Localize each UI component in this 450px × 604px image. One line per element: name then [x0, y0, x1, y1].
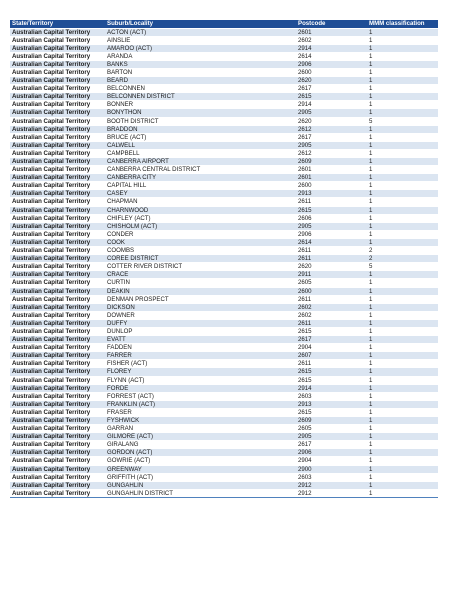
cell-state[interactable]: Australian Capital Territory	[10, 206, 105, 214]
cell-suburb[interactable]: GOWRIE (ACT)	[105, 457, 296, 465]
cell-postcode[interactable]: 2611	[296, 319, 367, 327]
cell-postcode[interactable]: 2620	[296, 117, 367, 125]
table-row[interactable]	[10, 109, 438, 117]
cell-suburb[interactable]: ACTON (ACT)	[105, 28, 296, 36]
cell-postcode[interactable]: 2617	[296, 133, 367, 141]
cell-postcode[interactable]: 2905	[296, 141, 367, 149]
cell-state[interactable]: Australian Capital Territory	[10, 368, 105, 376]
cell-mmm[interactable]: 1	[367, 166, 438, 174]
table-row[interactable]	[10, 263, 438, 271]
header-row	[10, 20, 438, 28]
cell-postcode[interactable]: 2906	[296, 449, 367, 457]
cell-mmm[interactable]: 1	[367, 392, 438, 400]
header-postcode[interactable]: Postcode	[296, 20, 367, 28]
cell-mmm[interactable]: 1	[367, 93, 438, 101]
cell-suburb[interactable]: CHISHOLM (ACT)	[105, 222, 296, 230]
cell-suburb[interactable]: BOOTH DISTRICT	[105, 117, 296, 125]
table-row[interactable]	[10, 166, 438, 174]
cell-mmm[interactable]: 1	[367, 295, 438, 303]
table-row[interactable]	[10, 457, 438, 465]
cell-mmm[interactable]: 1	[367, 473, 438, 481]
table-row[interactable]	[10, 417, 438, 425]
table-row[interactable]	[10, 44, 438, 52]
cell-state[interactable]: Australian Capital Territory	[10, 400, 105, 408]
cell-postcode[interactable]: 2615	[296, 93, 367, 101]
cell-mmm[interactable]: 1	[367, 44, 438, 52]
cell-suburb[interactable]: FARRER	[105, 352, 296, 360]
cell-state[interactable]: Australian Capital Territory	[10, 449, 105, 457]
cell-mmm[interactable]: 1	[367, 77, 438, 85]
table-row[interactable]	[10, 101, 438, 109]
cell-state[interactable]: Australian Capital Territory	[10, 44, 105, 52]
table-row[interactable]	[10, 465, 438, 473]
table-row[interactable]	[10, 303, 438, 311]
cell-state[interactable]: Australian Capital Territory	[10, 295, 105, 303]
cell-state[interactable]: Australian Capital Territory	[10, 384, 105, 392]
table-row[interactable]	[10, 311, 438, 319]
cell-suburb[interactable]: FORREST (ACT)	[105, 392, 296, 400]
cell-postcode[interactable]: 2603	[296, 473, 367, 481]
cell-postcode[interactable]: 2601	[296, 28, 367, 36]
cell-mmm[interactable]: 1	[367, 60, 438, 68]
table-row[interactable]	[10, 441, 438, 449]
locality-table-sheet	[10, 20, 438, 498]
cell-postcode[interactable]: 2605	[296, 425, 367, 433]
cell-mmm[interactable]: 1	[367, 360, 438, 368]
cell-mmm[interactable]: 1	[367, 376, 438, 384]
table-row[interactable]	[10, 52, 438, 60]
cell-mmm[interactable]: 1	[367, 433, 438, 441]
cell-postcode[interactable]: 2904	[296, 344, 367, 352]
cell-postcode[interactable]: 2611	[296, 255, 367, 263]
cell-state[interactable]: Australian Capital Territory	[10, 279, 105, 287]
table-row[interactable]	[10, 198, 438, 206]
cell-suburb[interactable]: GIRALANG	[105, 441, 296, 449]
cell-postcode[interactable]: 2600	[296, 287, 367, 295]
table-row[interactable]	[10, 222, 438, 230]
header-mmm-classification[interactable]: MMM classification	[367, 20, 438, 28]
cell-postcode[interactable]: 2906	[296, 60, 367, 68]
cell-postcode[interactable]: 2602	[296, 303, 367, 311]
cell-state[interactable]: Australian Capital Territory	[10, 182, 105, 190]
cell-mmm[interactable]: 1	[367, 101, 438, 109]
cell-state[interactable]: Australian Capital Territory	[10, 190, 105, 198]
table-row[interactable]	[10, 182, 438, 190]
cell-mmm[interactable]: 1	[367, 287, 438, 295]
cell-postcode[interactable]: 2611	[296, 198, 367, 206]
table-row[interactable]	[10, 28, 438, 36]
table-row[interactable]	[10, 473, 438, 481]
cell-state[interactable]: Australian Capital Territory	[10, 489, 105, 497]
cell-mmm[interactable]: 1	[367, 408, 438, 416]
cell-mmm[interactable]: 5	[367, 263, 438, 271]
table-row[interactable]	[10, 117, 438, 125]
cell-suburb[interactable]: DUFFY	[105, 319, 296, 327]
cell-state[interactable]: Australian Capital Territory	[10, 174, 105, 182]
cell-postcode[interactable]: 2609	[296, 158, 367, 166]
cell-mmm[interactable]: 1	[367, 311, 438, 319]
cell-suburb[interactable]: COTTER RIVER DISTRICT	[105, 263, 296, 271]
cell-postcode[interactable]: 2906	[296, 230, 367, 238]
cell-state[interactable]: Australian Capital Territory	[10, 198, 105, 206]
cell-suburb[interactable]: GREENWAY	[105, 465, 296, 473]
cell-postcode[interactable]: 2900	[296, 465, 367, 473]
cell-mmm[interactable]: 1	[367, 327, 438, 335]
cell-postcode[interactable]: 2612	[296, 125, 367, 133]
cell-postcode[interactable]: 2615	[296, 376, 367, 384]
table-row[interactable]	[10, 255, 438, 263]
cell-postcode[interactable]: 2602	[296, 311, 367, 319]
cell-state[interactable]: Australian Capital Territory	[10, 360, 105, 368]
cell-mmm[interactable]: 1	[367, 336, 438, 344]
cell-suburb[interactable]: GUNGAHLIN	[105, 481, 296, 489]
table-row[interactable]	[10, 279, 438, 287]
cell-postcode[interactable]: 2601	[296, 166, 367, 174]
table-row[interactable]	[10, 125, 438, 133]
cell-suburb[interactable]: FLOREY	[105, 368, 296, 376]
cell-mmm[interactable]: 1	[367, 158, 438, 166]
cell-mmm[interactable]: 1	[367, 449, 438, 457]
cell-suburb[interactable]: FRASER	[105, 408, 296, 416]
table-row[interactable]	[10, 327, 438, 335]
cell-state[interactable]: Australian Capital Territory	[10, 141, 105, 149]
cell-postcode[interactable]: 2612	[296, 149, 367, 157]
cell-state[interactable]: Australian Capital Territory	[10, 303, 105, 311]
cell-mmm[interactable]: 1	[367, 28, 438, 36]
cell-state[interactable]: Australian Capital Territory	[10, 425, 105, 433]
table-row[interactable]	[10, 336, 438, 344]
table-row[interactable]	[10, 77, 438, 85]
cell-suburb[interactable]: CURTIN	[105, 279, 296, 287]
cell-state[interactable]: Australian Capital Territory	[10, 77, 105, 85]
cell-mmm[interactable]: 1	[367, 457, 438, 465]
cell-suburb[interactable]: FLYNN (ACT)	[105, 376, 296, 384]
table-row[interactable]	[10, 433, 438, 441]
cell-suburb[interactable]: CRACE	[105, 271, 296, 279]
cell-mmm[interactable]: 1	[367, 279, 438, 287]
table-row[interactable]	[10, 174, 438, 182]
cell-state[interactable]: Australian Capital Territory	[10, 271, 105, 279]
cell-mmm[interactable]: 1	[367, 206, 438, 214]
cell-state[interactable]: Australian Capital Territory	[10, 263, 105, 271]
cell-mmm[interactable]: 2	[367, 255, 438, 263]
cell-state[interactable]: Australian Capital Territory	[10, 319, 105, 327]
table-row[interactable]	[10, 425, 438, 433]
table-row[interactable]	[10, 344, 438, 352]
cell-postcode[interactable]: 2609	[296, 417, 367, 425]
cell-state[interactable]: Australian Capital Territory	[10, 28, 105, 36]
cell-suburb[interactable]: COREE DISTRICT	[105, 255, 296, 263]
table-row[interactable]	[10, 449, 438, 457]
table-row[interactable]	[10, 400, 438, 408]
cell-state[interactable]: Australian Capital Territory	[10, 125, 105, 133]
cell-state[interactable]: Australian Capital Territory	[10, 214, 105, 222]
cell-mmm[interactable]: 1	[367, 109, 438, 117]
cell-postcode[interactable]: 2614	[296, 238, 367, 246]
cell-mmm[interactable]: 1	[367, 182, 438, 190]
cell-suburb[interactable]: FYSHWICK	[105, 417, 296, 425]
cell-postcode[interactable]: 2914	[296, 44, 367, 52]
cell-state[interactable]: Australian Capital Territory	[10, 392, 105, 400]
cell-suburb[interactable]: FADDEN	[105, 344, 296, 352]
table-row[interactable]	[10, 190, 438, 198]
cell-mmm[interactable]: 1	[367, 489, 438, 497]
header-state[interactable]: State/Territory	[10, 20, 105, 28]
header-suburb[interactable]: Suburb/Locality	[105, 20, 296, 28]
cell-suburb[interactable]: GARRAN	[105, 425, 296, 433]
cell-postcode[interactable]: 2602	[296, 36, 367, 44]
cell-suburb[interactable]: FISHER (ACT)	[105, 360, 296, 368]
table-row[interactable]	[10, 247, 438, 255]
cell-suburb[interactable]: DICKSON	[105, 303, 296, 311]
cell-mmm[interactable]: 1	[367, 271, 438, 279]
cell-suburb[interactable]: AMAROO (ACT)	[105, 44, 296, 52]
cell-state[interactable]: Australian Capital Territory	[10, 311, 105, 319]
cell-state[interactable]: Australian Capital Territory	[10, 117, 105, 125]
cell-state[interactable]: Australian Capital Territory	[10, 36, 105, 44]
table-row[interactable]	[10, 489, 438, 497]
cell-mmm[interactable]: 1	[367, 230, 438, 238]
cell-mmm[interactable]: 1	[367, 68, 438, 76]
table-row[interactable]	[10, 85, 438, 93]
cell-mmm[interactable]: 1	[367, 149, 438, 157]
cell-state[interactable]: Australian Capital Territory	[10, 68, 105, 76]
cell-suburb[interactable]: CASEY	[105, 190, 296, 198]
table-row[interactable]	[10, 360, 438, 368]
cell-state[interactable]: Australian Capital Territory	[10, 327, 105, 335]
cell-suburb[interactable]: DENMAN PROSPECT	[105, 295, 296, 303]
cell-postcode[interactable]: 2911	[296, 271, 367, 279]
cell-suburb[interactable]: CALWELL	[105, 141, 296, 149]
cell-suburb[interactable]: DOWNER	[105, 311, 296, 319]
cell-postcode[interactable]: 2614	[296, 52, 367, 60]
cell-postcode[interactable]: 2905	[296, 433, 367, 441]
cell-mmm[interactable]: 1	[367, 319, 438, 327]
cell-state[interactable]: Australian Capital Territory	[10, 417, 105, 425]
table-row[interactable]	[10, 295, 438, 303]
cell-mmm[interactable]: 1	[367, 400, 438, 408]
cell-postcode[interactable]: 2914	[296, 101, 367, 109]
cell-state[interactable]: Australian Capital Territory	[10, 287, 105, 295]
table-row[interactable]	[10, 238, 438, 246]
cell-postcode[interactable]: 2600	[296, 182, 367, 190]
cell-suburb[interactable]: BARTON	[105, 68, 296, 76]
table-row[interactable]	[10, 133, 438, 141]
cell-mmm[interactable]: 1	[367, 417, 438, 425]
table-row[interactable]	[10, 149, 438, 157]
table-row[interactable]	[10, 93, 438, 101]
cell-postcode[interactable]: 2617	[296, 441, 367, 449]
cell-state[interactable]: Australian Capital Territory	[10, 101, 105, 109]
cell-suburb[interactable]: ARANDA	[105, 52, 296, 60]
cell-state[interactable]: Australian Capital Territory	[10, 376, 105, 384]
cell-postcode[interactable]: 2606	[296, 214, 367, 222]
cell-mmm[interactable]: 1	[367, 125, 438, 133]
cell-state[interactable]: Australian Capital Territory	[10, 230, 105, 238]
cell-suburb[interactable]: COOK	[105, 238, 296, 246]
cell-postcode[interactable]: 2912	[296, 489, 367, 497]
cell-postcode[interactable]: 2620	[296, 263, 367, 271]
table-row[interactable]	[10, 141, 438, 149]
cell-suburb[interactable]: AINSLIE	[105, 36, 296, 44]
cell-state[interactable]: Australian Capital Territory	[10, 60, 105, 68]
cell-suburb[interactable]: FORDE	[105, 384, 296, 392]
cell-suburb[interactable]: EVATT	[105, 336, 296, 344]
cell-suburb[interactable]: CHIFLEY (ACT)	[105, 214, 296, 222]
cell-state[interactable]: Australian Capital Territory	[10, 85, 105, 93]
cell-postcode[interactable]: 2913	[296, 400, 367, 408]
cell-suburb[interactable]: BANKS	[105, 60, 296, 68]
cell-mmm[interactable]: 1	[367, 344, 438, 352]
cell-mmm[interactable]: 1	[367, 52, 438, 60]
table-row[interactable]	[10, 481, 438, 489]
cell-state[interactable]: Australian Capital Territory	[10, 166, 105, 174]
locality-table	[10, 20, 438, 498]
cell-suburb[interactable]: CONDER	[105, 230, 296, 238]
cell-mmm[interactable]: 1	[367, 481, 438, 489]
cell-state[interactable]: Australian Capital Territory	[10, 247, 105, 255]
cell-postcode[interactable]: 2905	[296, 222, 367, 230]
cell-state[interactable]: Australian Capital Territory	[10, 473, 105, 481]
table-row[interactable]	[10, 319, 438, 327]
cell-suburb[interactable]: BRUCE (ACT)	[105, 133, 296, 141]
cell-state[interactable]: Australian Capital Territory	[10, 433, 105, 441]
cell-suburb[interactable]: COOMBS	[105, 247, 296, 255]
table-row[interactable]	[10, 287, 438, 295]
cell-mmm[interactable]: 1	[367, 214, 438, 222]
cell-mmm[interactable]: 1	[367, 352, 438, 360]
cell-mmm[interactable]: 1	[367, 441, 438, 449]
cell-postcode[interactable]: 2617	[296, 336, 367, 344]
cell-postcode[interactable]: 2615	[296, 327, 367, 335]
cell-suburb[interactable]: BELCONNEN	[105, 85, 296, 93]
cell-suburb[interactable]: CHAPMAN	[105, 198, 296, 206]
cell-mmm[interactable]: 1	[367, 190, 438, 198]
cell-state[interactable]: Australian Capital Territory	[10, 255, 105, 263]
cell-mmm[interactable]: 2	[367, 247, 438, 255]
cell-postcode[interactable]: 2904	[296, 457, 367, 465]
cell-postcode[interactable]: 2912	[296, 481, 367, 489]
cell-suburb[interactable]: CANBERRA CITY	[105, 174, 296, 182]
table-row[interactable]	[10, 408, 438, 416]
cell-suburb[interactable]: GRIFFITH (ACT)	[105, 473, 296, 481]
cell-state[interactable]: Australian Capital Territory	[10, 336, 105, 344]
cell-state[interactable]: Australian Capital Territory	[10, 158, 105, 166]
cell-state[interactable]: Australian Capital Territory	[10, 465, 105, 473]
cell-suburb[interactable]: BONYTHON	[105, 109, 296, 117]
cell-suburb[interactable]: BONNER	[105, 101, 296, 109]
cell-state[interactable]: Australian Capital Territory	[10, 481, 105, 489]
table-row[interactable]	[10, 36, 438, 44]
cell-mmm[interactable]: 1	[367, 133, 438, 141]
cell-suburb[interactable]: CANBERRA AIRPORT	[105, 158, 296, 166]
cell-mmm[interactable]: 1	[367, 141, 438, 149]
table-row[interactable]	[10, 384, 438, 392]
table-header	[10, 20, 438, 28]
table-row[interactable]	[10, 271, 438, 279]
table-row[interactable]	[10, 214, 438, 222]
cell-mmm[interactable]: 5	[367, 117, 438, 125]
cell-suburb[interactable]: CANBERRA CENTRAL DISTRICT	[105, 166, 296, 174]
cell-suburb[interactable]: DUNLOP	[105, 327, 296, 335]
cell-postcode[interactable]: 2601	[296, 174, 367, 182]
cell-state[interactable]: Australian Capital Territory	[10, 52, 105, 60]
cell-state[interactable]: Australian Capital Territory	[10, 133, 105, 141]
table-row[interactable]	[10, 158, 438, 166]
cell-state[interactable]: Australian Capital Territory	[10, 222, 105, 230]
table-row[interactable]	[10, 392, 438, 400]
cell-postcode[interactable]: 2611	[296, 360, 367, 368]
cell-state[interactable]: Australian Capital Territory	[10, 352, 105, 360]
cell-postcode[interactable]: 2615	[296, 368, 367, 376]
cell-postcode[interactable]: 2607	[296, 352, 367, 360]
cell-mmm[interactable]: 1	[367, 384, 438, 392]
table-row[interactable]	[10, 368, 438, 376]
cell-suburb[interactable]: BEARD	[105, 77, 296, 85]
cell-state[interactable]: Australian Capital Territory	[10, 149, 105, 157]
cell-suburb[interactable]: CHARNWOOD	[105, 206, 296, 214]
cell-suburb[interactable]: GILMORE (ACT)	[105, 433, 296, 441]
cell-postcode[interactable]: 2611	[296, 247, 367, 255]
cell-postcode[interactable]: 2617	[296, 85, 367, 93]
cell-mmm[interactable]: 1	[367, 174, 438, 182]
cell-postcode[interactable]: 2620	[296, 77, 367, 85]
cell-postcode[interactable]: 2603	[296, 392, 367, 400]
cell-state[interactable]: Australian Capital Territory	[10, 344, 105, 352]
cell-state[interactable]: Australian Capital Territory	[10, 408, 105, 416]
cell-state[interactable]: Australian Capital Territory	[10, 93, 105, 101]
cell-mmm[interactable]: 1	[367, 198, 438, 206]
cell-suburb[interactable]: GUNGAHLIN DISTRICT	[105, 489, 296, 497]
table-row[interactable]	[10, 376, 438, 384]
cell-postcode[interactable]: 2914	[296, 384, 367, 392]
cell-state[interactable]: Australian Capital Territory	[10, 457, 105, 465]
cell-postcode[interactable]: 2913	[296, 190, 367, 198]
cell-postcode[interactable]: 2611	[296, 295, 367, 303]
cell-suburb[interactable]: DEAKIN	[105, 287, 296, 295]
table-row[interactable]	[10, 60, 438, 68]
cell-mmm[interactable]: 1	[367, 368, 438, 376]
cell-postcode[interactable]: 2600	[296, 68, 367, 76]
cell-mmm[interactable]: 1	[367, 85, 438, 93]
cell-postcode[interactable]: 2905	[296, 109, 367, 117]
cell-suburb[interactable]: BRADDON	[105, 125, 296, 133]
table-row[interactable]	[10, 352, 438, 360]
cell-state[interactable]: Australian Capital Territory	[10, 238, 105, 246]
table-row[interactable]	[10, 206, 438, 214]
cell-suburb[interactable]: CAPITAL HILL	[105, 182, 296, 190]
cell-state[interactable]: Australian Capital Territory	[10, 109, 105, 117]
cell-mmm[interactable]: 1	[367, 425, 438, 433]
cell-suburb[interactable]: GORDON (ACT)	[105, 449, 296, 457]
table-body	[10, 28, 438, 497]
table-row[interactable]	[10, 68, 438, 76]
cell-mmm[interactable]: 1	[367, 238, 438, 246]
cell-postcode[interactable]: 2615	[296, 206, 367, 214]
table-row[interactable]	[10, 230, 438, 238]
cell-mmm[interactable]: 1	[367, 465, 438, 473]
cell-mmm[interactable]: 1	[367, 36, 438, 44]
cell-suburb[interactable]: CAMPBELL	[105, 149, 296, 157]
cell-suburb[interactable]: BELCONNEN DISTRICT	[105, 93, 296, 101]
cell-mmm[interactable]: 1	[367, 222, 438, 230]
cell-mmm[interactable]: 1	[367, 303, 438, 311]
cell-postcode[interactable]: 2615	[296, 408, 367, 416]
cell-state[interactable]: Australian Capital Territory	[10, 441, 105, 449]
cell-postcode[interactable]: 2605	[296, 279, 367, 287]
cell-suburb[interactable]: FRANKLIN (ACT)	[105, 400, 296, 408]
